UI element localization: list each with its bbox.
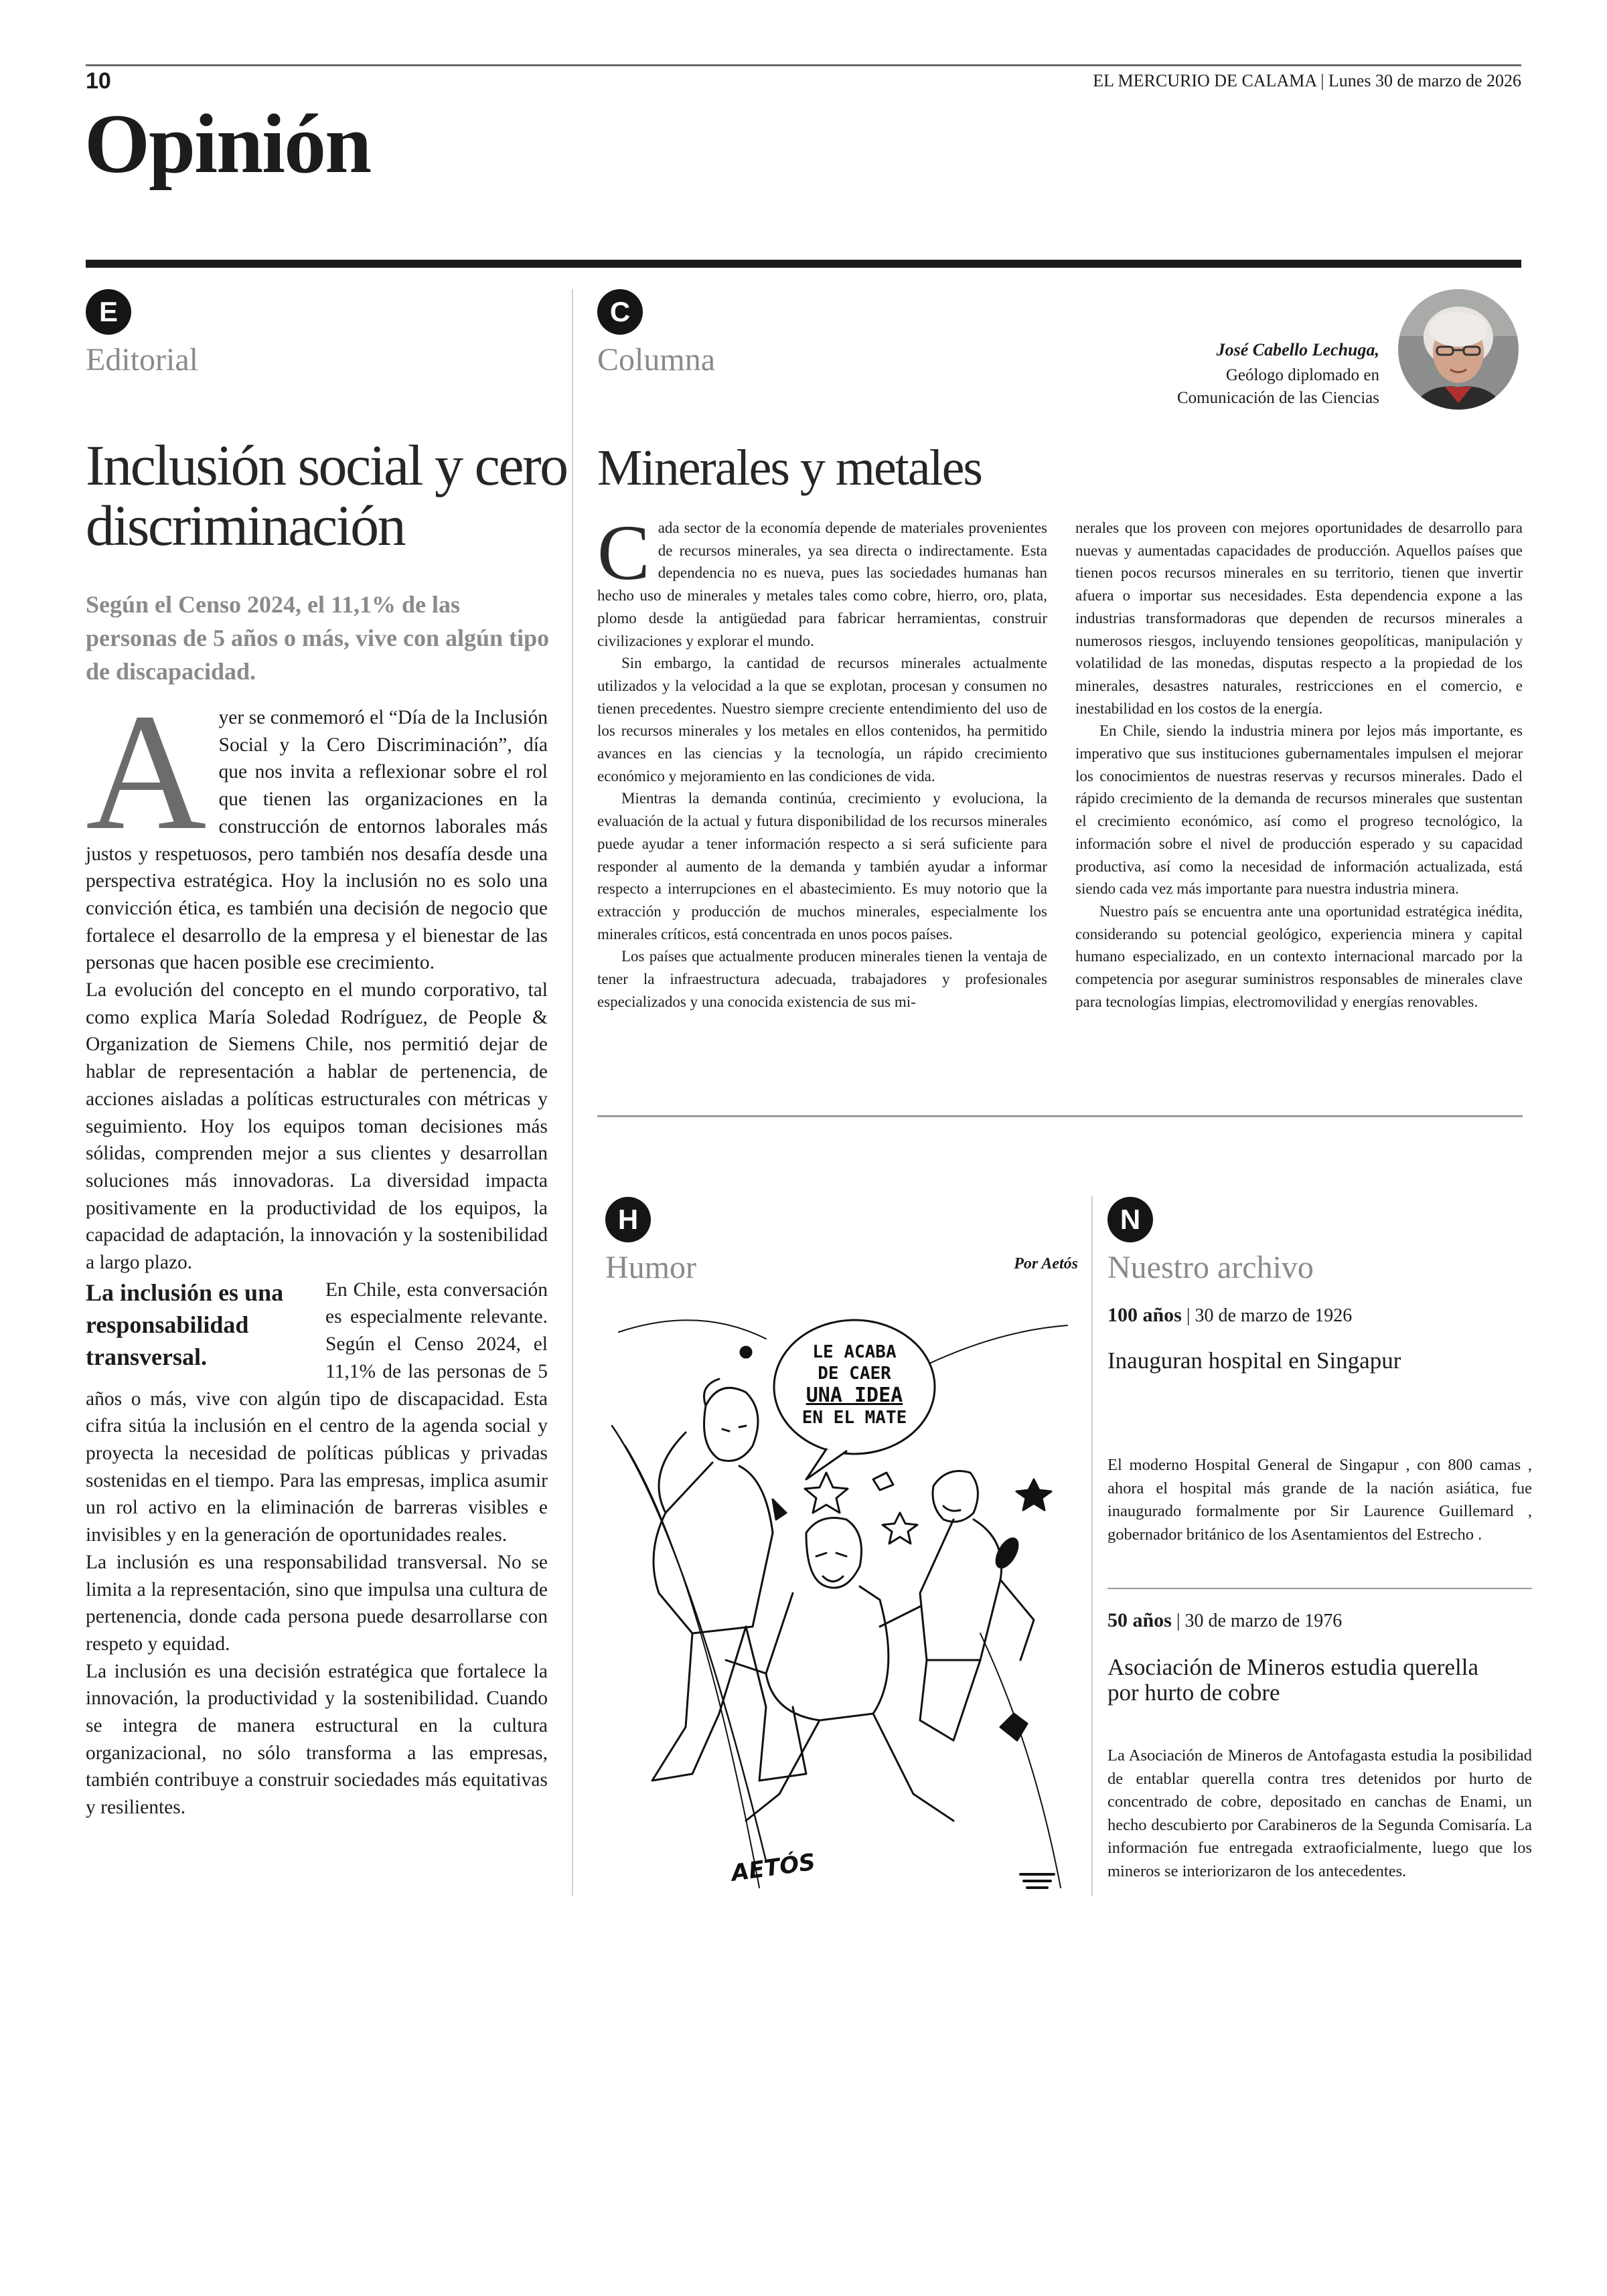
column-badge: C: [597, 289, 643, 335]
column-paragraph-3: Mientras la demanda continúa, crecimiento y evoluciona, la evaluación de la actual y futura disponibilidad de los recursos minerales puede ayudar a tener información respecto a si será suficiente para responder al aumento de la demanda y también ayudar a informar respecto a interrupciones en el abastecimiento. Es muy notorio que la extracción y producción de muchos minerales, especialmente los minerales críticos, está concentrada en unos pocos países.: [597, 790, 1047, 942]
archive-item-2-body: La Asociación de Mineros de Antofagasta estudia la posibilidad de entablar querella contra tres detenidos por hurto de concentrado de cobre, depositado en canchas de Enami, un hecho descubierto por Carabineros de la Segunda Comisaría. La información fue entregada extraoficialmente, luego que los mineros se interiorizaron de los antecedentes.: [1107, 1746, 1532, 1880]
archive-item-1-title: Inauguran hospital en Singapur: [1107, 1347, 1401, 1374]
humor-kicker: Humor: [605, 1250, 696, 1285]
bubble-line-2: DE CAER: [818, 1364, 891, 1384]
header-top-rule: [86, 64, 1521, 66]
column-paragraph-2: Sin embargo, la cantidad de recursos minerales actualmente utilizados y la velocidad a la que se explotan, procesan y consumen no tienen precedentes. Nuestro siempre creciente entendimiento del uso de los recursos minerales y los metales en ellos contenidos, ha permitido avances en las ciencias y la tecnología, un rápido crecimiento económico y mejoramiento en las condiciones de vida.: [597, 655, 1047, 785]
column-paragraph-1: ada sector de la economía depende de materiales provenientes de recursos minerales, ya sea directa o indirectamente. Esta dependencia no es nueva, pues las sociedades humanas han hecho uso de minerales y metales tales como cobre, hierro, oro, plata, plomo desde la antigüedad para fabricar herramientas, construir civilizaciones y explorar el mundo.: [597, 519, 1047, 649]
speech-bubble-text: [802, 1342, 907, 1428]
archive-kicker: Nuestro archivo: [1107, 1250, 1314, 1285]
author-photo: [1398, 289, 1519, 410]
archive-item-1-years: 100 años: [1107, 1304, 1182, 1326]
section-title: Opinión: [84, 98, 371, 191]
publication-date: Lunes 30 de marzo de 2026: [1328, 71, 1521, 90]
editorial-kicker: Editorial: [86, 342, 198, 378]
archive-item-2-title: Asociación de Mineros estudia querella por hurto de cobre: [1107, 1654, 1478, 1706]
column-paragraph-4a: Los países que actualmente producen minerales tienen la ventaja de tener la infraestructura adecuada, trabajadores y profesionales especializados y una conocida existencia de sus mi-: [597, 948, 1047, 1010]
cartoon-signature: AETÓS: [729, 1848, 818, 1887]
author-role: [991, 364, 1379, 410]
page-number: 10: [86, 68, 111, 94]
archive-item-1-year: 100 años | 30 de marzo de 1926: [1107, 1304, 1353, 1326]
column-divider-right: [1091, 1196, 1093, 1896]
editorial-subtitle: Según el Censo 2024, el 11,1% de las personas de 5 años o más, vive con algún tipo de discapacidad.: [86, 591, 550, 685]
editorial-pullquote: La inclusión es una responsabilidad transversal.: [86, 1279, 284, 1370]
humor-badge: H: [605, 1197, 651, 1242]
editorial-dropcap: A: [86, 679, 207, 865]
column-paragraph-4b: nerales que los proveen con mejores oportunidades de desarrollo para nuevas y aumentadas capacidades de producción. Aquellos países que tienen pocos recursos minerales en su territorio, tienen que invertir afuera o importar sus necesidades. Esta dependencia expone a las industrias transformadoras que dependen de recursos minerales a numerosos riesgos, incluyendo tensiones geopolíticas, manipulación y volatilidad de las monedas, disputas respecto a la propiedad de los minerales, desastres naturales, restricciones en el comercio, e inestabilidad en los costos de la energía.: [1075, 519, 1523, 717]
bubble-line-1: LE ACABA: [812, 1342, 897, 1362]
archive-divider: [1107, 1588, 1532, 1589]
editorial-title: Inclusión social y cero discriminación: [86, 433, 567, 558]
author-role-line-1: Geólogo diplomado en: [1225, 366, 1379, 384]
column-body-right: [1075, 517, 1523, 1013]
archive-item-1-date: 30 de marzo de 1926: [1195, 1305, 1353, 1326]
editorial-paragraph-2: La evolución del concepto en el mundo corporativo, tal como explica María Soledad Rodríguez, de People & Organization de Siemens Chile, nos permitió dejar de hablar de representación a hablar de pertenencia, de acciones aisladas a políticas estructurales con métricas y seguimiento. Hoy los equipos toman decisiones más sólidas, comprenden mejor a sus clientes y desarrollan soluciones más innovadoras. La diversidad impacta positivamente en la productividad de los equipos, la capacidad de adaptación, la innovación y la sostenibilidad a largo plazo.: [86, 979, 548, 1274]
column-paragraph-6: Nuestro país se encuentra ante una oportunidad estratégica inédita, considerando su potencial geológico, experiencia minera y capital humano especializado, en un contexto internacional marcado por la competencia por asegurar suministros responsables de minerales clave para tecnologías limpias, electromovilidad y energías renovables.: [1075, 902, 1523, 1010]
bubble-line-4: EN EL MATE: [801, 1408, 907, 1428]
editorial-paragraph-4: La inclusión es una responsabilidad transversal. No se limita a la representación, sino que impulsa una cultura de pertenencia, donde cada persona puede desarrollarse con respeto y equidad.: [86, 1551, 548, 1655]
editorial-paragraph-1: yer se conmemoró el “Día de la Inclusión Social y la Cero Discriminación”, día que nos invita a reflexionar sobre el rol que tienen las organizaciones en la construcción de entornos laborales más justos y respetuosos, pero también nos desafía desde una perspectiva estratégica. Hoy la inclusión no es solo una convicción ética, es también una decisión de negocio que fortalece el desarrollo de la empresa y el bienestar de las personas que hacen posible ese crecimiento.: [86, 707, 548, 974]
publication-line: EL MERCURIO DE CALAMA | Lunes 30 de marzo de 2026: [1093, 71, 1521, 90]
editorial-paragraph-5: La inclusión es una decisión estratégica que fortalece la innovación, la productividad y la sostenibilidad. Cuando se integra de manera estructural en la cultura organizacional, no sólo transforma a las empresas, también contribuye a construir sociedades más equitativas y resilientes.: [86, 1660, 548, 1819]
column-body-left: [597, 509, 1047, 1013]
column-dropcap: C: [597, 509, 650, 596]
author-name: José Cabello Lechuga,: [1216, 340, 1379, 359]
column-kicker: Columna: [597, 342, 715, 378]
editorial-badge: E: [86, 289, 131, 335]
author-role-line-2: Comunicación de las Ciencias: [1176, 389, 1379, 407]
bubble-line-3: UNA IDEA: [806, 1384, 903, 1407]
section-rule: [86, 260, 1521, 268]
column-paragraph-5: En Chile, siendo la industria minera por lejos más importante, es imperativo que sus instituciones gubernamentales impulsen el mejorar los conocimientos de nuestras reservas y recursos minerales. Dado el rápido crecimiento de la demanda de recursos minerales que sustentan el crecimiento económico, así como el progreso tecnológico, la información sobre el nivel de producción esperado y su capacidad productiva, así como la necesidad de información actualizada, está siendo cada vez más importante para nuestra industria minera.: [1075, 722, 1523, 898]
column-divider-left: [572, 289, 573, 1896]
archive-item-2-date: 30 de marzo de 1976: [1184, 1611, 1343, 1631]
publication-name: EL MERCURIO DE CALAMA: [1093, 71, 1316, 90]
column-bottom-rule: [597, 1115, 1523, 1117]
humor-cartoon: [605, 1312, 1074, 1901]
archive-item-2-year: 50 años | 30 de marzo de 1976: [1107, 1609, 1343, 1631]
humor-byline: Por Aetós: [1014, 1255, 1078, 1273]
column-title: Minerales y metales: [597, 440, 982, 496]
archive-item-1-body: El moderno Hospital General de Singapur , con 800 camas , ahora el hospital más grande de la nación asiática, fue inaugurado formalmente por Sir Laurence Guillemard , gobernador británico de los Asentamientos del Estrecho .: [1107, 1456, 1532, 1544]
archive-item-2-years: 50 años: [1107, 1609, 1172, 1631]
archive-badge: N: [1107, 1197, 1153, 1242]
editorial-body: [86, 679, 548, 1821]
editorial-paragraph-3: En Chile, esta conversación es especialmente relevante. Según el Censo 2024, el 11,1% de las personas de 5 años o más, vive con algún tipo de discapacidad. Esta cifra sitúa la inclusión en el centro de la agenda social y proyecta la necesidad de políticas públicas y privadas sostenidas en el tiempo. Para las empresas, implica asumir un rol activo en la eliminación de barreras visibles e invisibles y en la generación de oportunidades reales.: [86, 1279, 548, 1546]
